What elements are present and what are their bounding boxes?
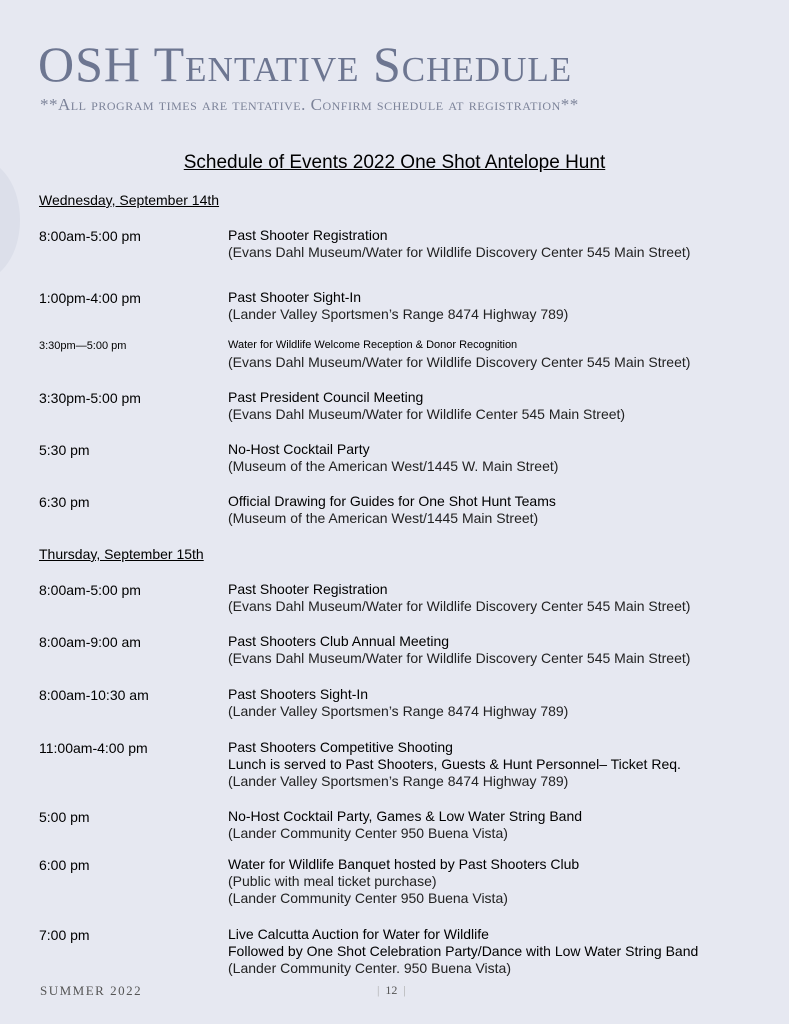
event-location: (Evans Dahl Museum/Water for Wildlife Discovery Center 545 Main Street) <box>228 650 691 666</box>
event-note: (Public with meal ticket purchase) <box>228 873 437 889</box>
event-time: 5:30 pm <box>39 442 90 458</box>
event-note: Followed by One Shot Celebration Party/Dance with Low Water String Band <box>228 943 699 959</box>
event-time: 5:00 pm <box>39 809 90 825</box>
event-time: 3:30pm—5:00 pm <box>39 340 127 352</box>
event-name: Past President Council Meeting <box>228 389 424 405</box>
event-location: (Lander Community Center 950 Buena Vista) <box>228 890 508 906</box>
page-number-value: 12 <box>385 983 398 997</box>
event-location: (Evans Dahl Museum/Water for Wildlife Center 545 Main Street) <box>228 406 626 422</box>
event-location: (Lander Community Center 950 Buena Vista) <box>228 825 508 841</box>
event-name: Water for Wildlife Banquet hosted by Past Shooters Club <box>228 856 580 872</box>
day-heading-thursday: Thursday, September 15th <box>39 546 204 562</box>
event-location: (Lander Valley Sportsmen’s Range 8474 Highway 789) <box>228 773 569 789</box>
page-divider-left: | <box>377 983 380 997</box>
event-time: 8:00am-9:00 am <box>39 634 141 650</box>
footer-season: SUMMER 2022 <box>40 983 143 998</box>
event-location: (Museum of the American West/1445 Main Street) <box>228 510 539 526</box>
event-time: 8:00am-5:00 pm <box>39 582 141 598</box>
event-name: No-Host Cocktail Party <box>228 441 370 457</box>
event-location: (Lander Valley Sportsmen’s Range 8474 Highway 789) <box>228 703 569 719</box>
event-time: 11:00am-4:00 pm <box>39 740 148 756</box>
page-subtitle: **All program times are tentative. Confirm schedule at registration** <box>40 95 579 114</box>
event-name: Water for Wildlife Welcome Reception & Donor Recognition <box>228 339 518 351</box>
event-name: Past Shooter Registration <box>228 581 388 597</box>
event-name: No-Host Cocktail Party, Games & Low Water String Band <box>228 808 583 824</box>
page-divider-right: | <box>403 983 406 997</box>
day-heading-wednesday: Wednesday, September 14th <box>39 192 220 208</box>
event-note: Lunch is served to Past Shooters, Guests & Hunt Personnel– Ticket Req. <box>228 756 681 772</box>
event-location: (Evans Dahl Museum/Water for Wildlife Discovery Center 545 Main Street) <box>228 598 691 614</box>
event-name: Past Shooter Sight-In <box>228 289 362 305</box>
event-time: 8:00am-5:00 pm <box>39 228 141 244</box>
event-name: Past Shooters Sight-In <box>228 686 369 702</box>
event-name: Past Shooter Registration <box>228 227 388 243</box>
event-name: Official Drawing for Guides for One Shot Hunt Teams <box>228 493 556 509</box>
event-time: 6:30 pm <box>39 494 90 510</box>
event-location: (Lander Community Center. 950 Buena Vista) <box>228 960 512 976</box>
event-location: (Evans Dahl Museum/Water for Wildlife Discovery Center 545 Main Street) <box>228 354 691 370</box>
event-time: 6:00 pm <box>39 857 90 873</box>
page-number <box>371 983 412 998</box>
schedule-heading: Schedule of Events 2022 One Shot Antelope Hunt <box>183 152 606 173</box>
event-location: (Lander Valley Sportsmen’s Range 8474 Highway 789) <box>228 306 569 322</box>
decorative-arc <box>0 160 20 280</box>
event-name: Past Shooters Competitive Shooting <box>228 739 453 755</box>
event-time: 3:30pm-5:00 pm <box>39 390 141 406</box>
event-time: 8:00am-10:30 am <box>39 687 149 703</box>
event-time: 7:00 pm <box>39 927 90 943</box>
event-time: 1:00pm-4:00 pm <box>39 290 141 306</box>
event-name: Live Calcutta Auction for Water for Wildlife <box>228 926 489 942</box>
page-title: OSH Tentative Schedule <box>38 36 573 92</box>
event-name: Past Shooters Club Annual Meeting <box>228 633 450 649</box>
event-location: (Museum of the American West/1445 W. Main Street) <box>228 458 559 474</box>
event-location: (Evans Dahl Museum/Water for Wildlife Discovery Center 545 Main Street) <box>228 244 691 260</box>
